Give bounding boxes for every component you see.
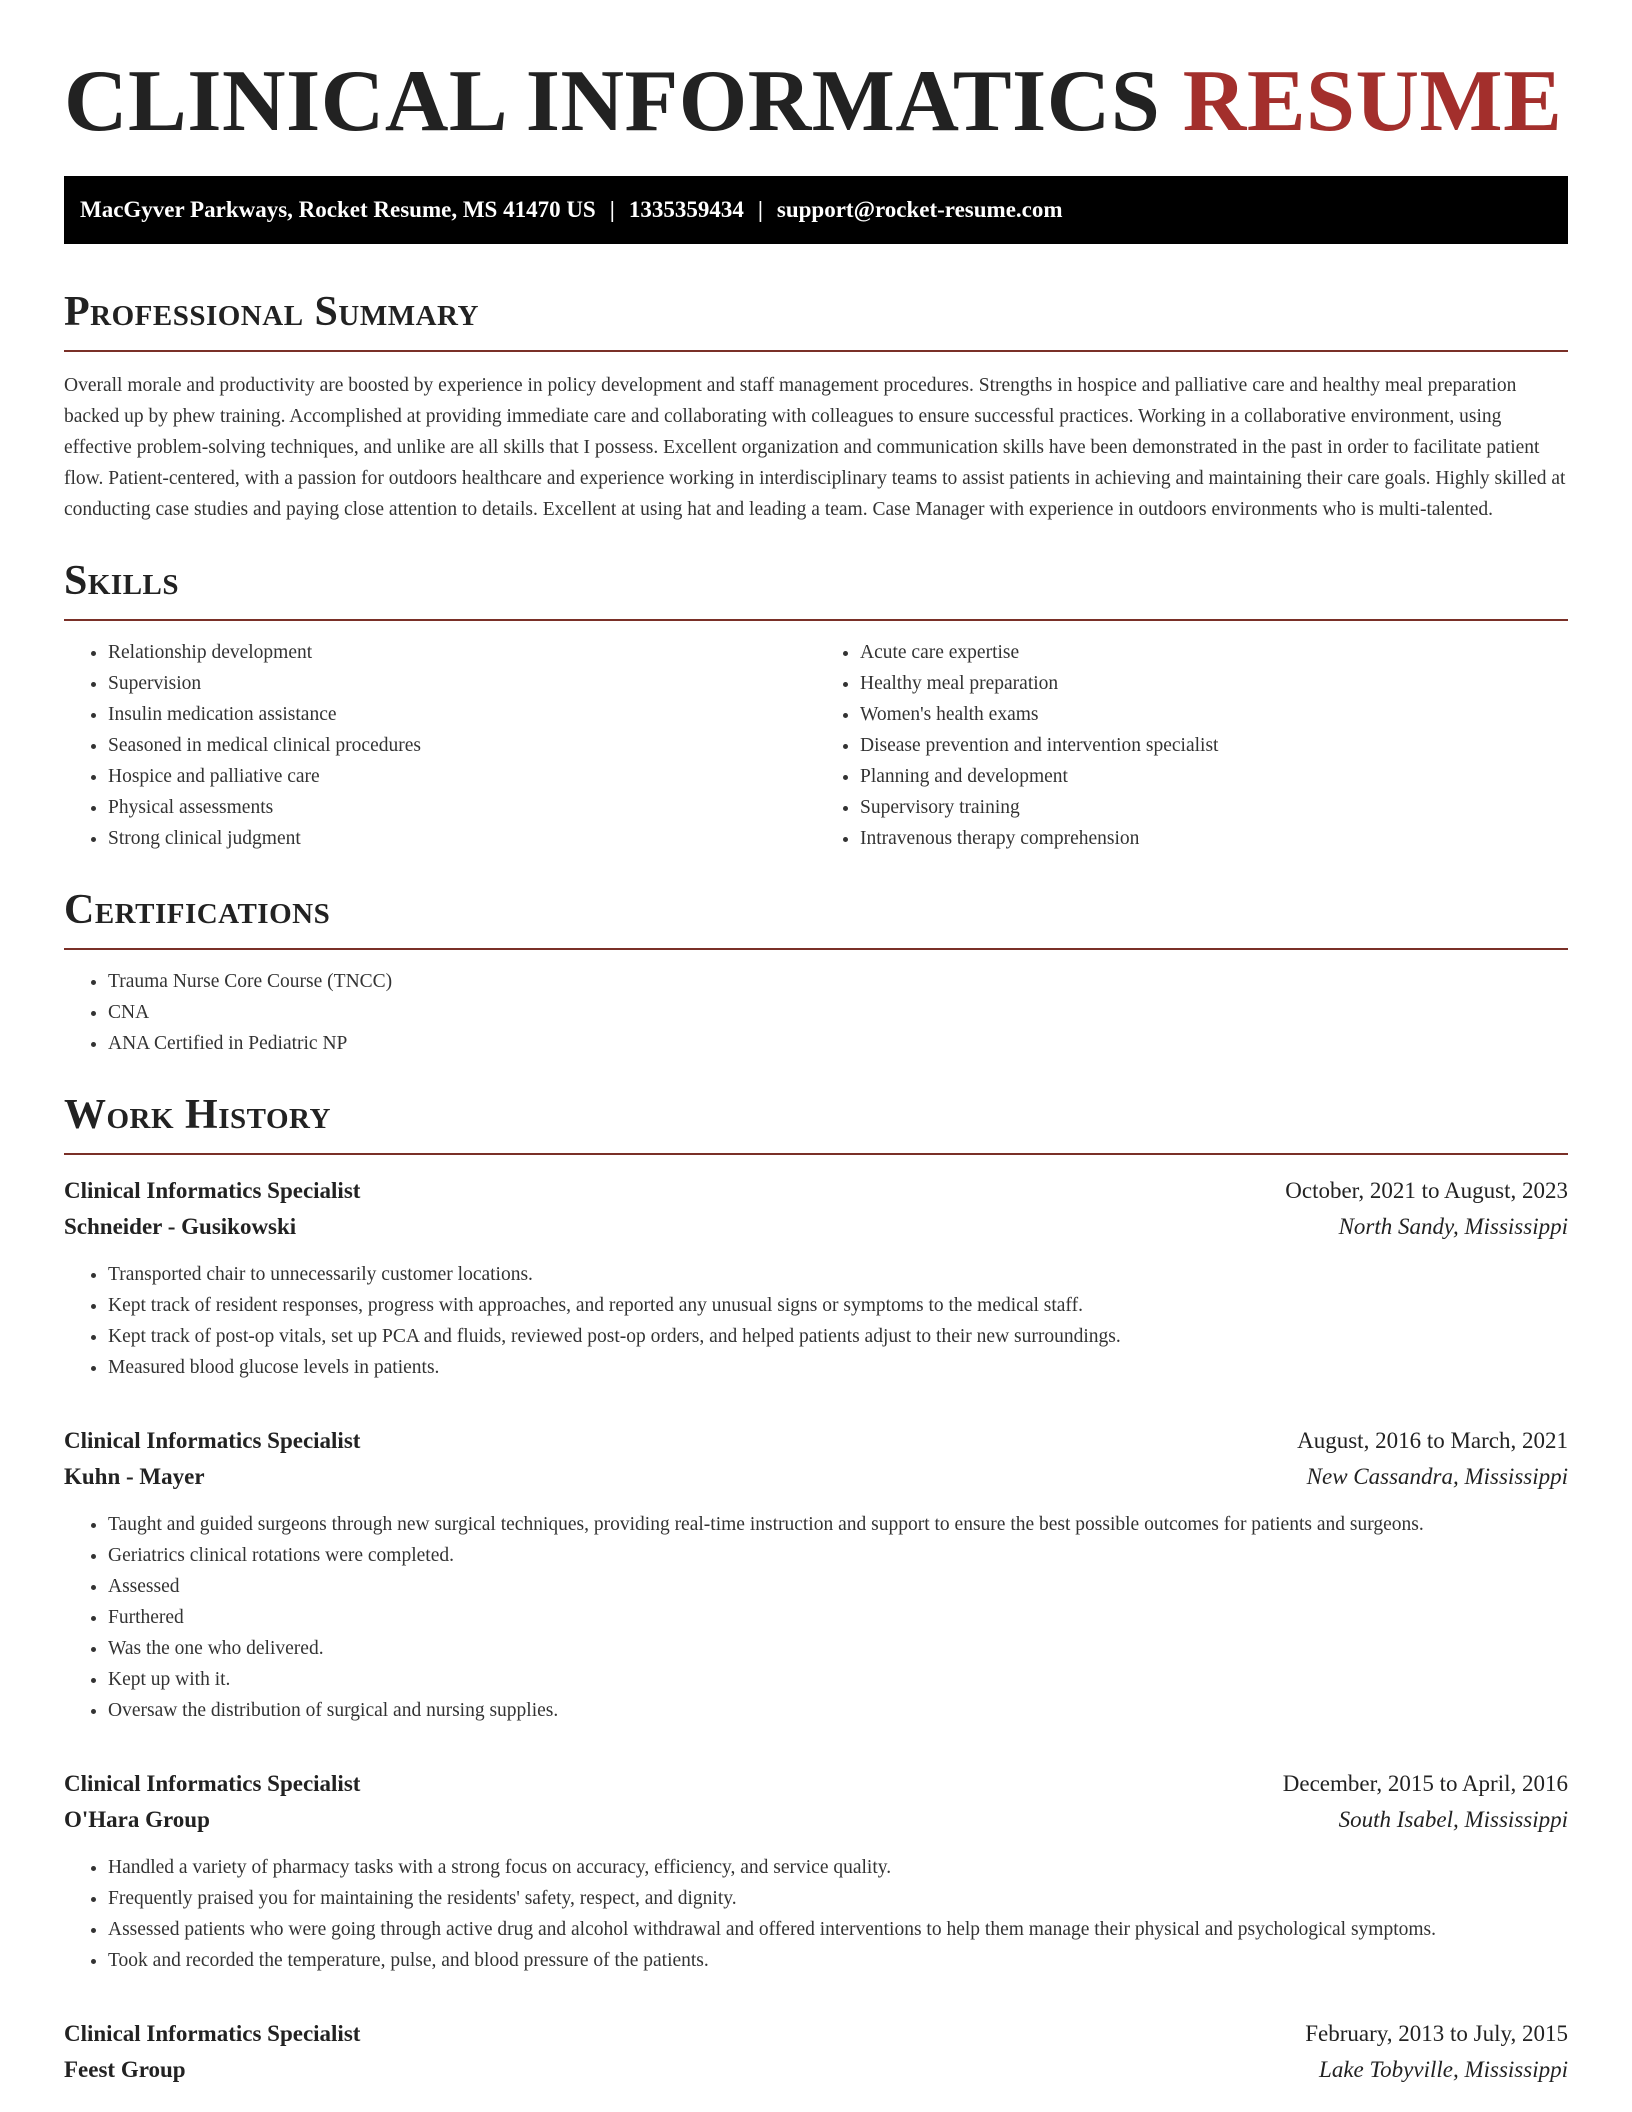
job-bullet: • Oversaw the distribution of surgical and nursing supplies.: [108, 1695, 1568, 1726]
job-header-row: [64, 1423, 1568, 1459]
skill-item: • Women's health exams: [860, 699, 1568, 730]
skill-item: • Seasoned in medical clinical procedures: [108, 730, 816, 761]
job-subheader-row: [64, 1209, 1568, 1245]
job-entry: [64, 1423, 1568, 1726]
job-bullets: [64, 1509, 1568, 1726]
job-bullet: • Assessed: [108, 1571, 1568, 1602]
job-bullet: • Assessed patients who were going through active drug and alcohol withdrawal and offered interventions to help them manage their physical and psychological symptoms.: [108, 1914, 1568, 1945]
job-location: New Cassandra, Mississippi: [1306, 1464, 1568, 1489]
job-title: Clinical Informatics Specialist: [64, 1178, 361, 1203]
job-subheader-row: [64, 1459, 1568, 1495]
job-bullets: [64, 1259, 1568, 1383]
job-subheader-row: [64, 1802, 1568, 1838]
certifications-list: [64, 966, 1568, 1059]
certification-item: • CNA: [108, 997, 1568, 1028]
job-bullet: • Taught and guided surgeons through new surgical techniques, providing real-time instruction and support to ensure the best possible outcomes for patients and surgeons.: [108, 1509, 1568, 1540]
skill-item: • Planning and development: [860, 761, 1568, 792]
skills-list-left: [64, 637, 816, 854]
job-dates: October, 2021 to August, 2023: [1285, 1178, 1568, 1203]
job-dates: August, 2016 to March, 2021: [1297, 1428, 1568, 1453]
summary-heading: Professional Summary: [64, 289, 479, 335]
title-accent: RESUME: [1182, 53, 1563, 150]
job-bullet: • Frequently praised you for maintaining the residents' safety, respect, and dignity.: [108, 1883, 1568, 1914]
job-title: Clinical Informatics Specialist: [64, 2021, 361, 2046]
summary-text: Overall morale and productivity are boosted by experience in policy development and staff management procedures. Strengths in hospice and palliative care and healthy meal preparation backed up by phew training. Accomplished at providing immediate care and collaborating with colleagues to ensure successful practices. Working in a collaborative environment, using effective problem-solving techniques, and unlike are all skills that I possess. Excellent organization and communication skills have been demonstrated in the past in order to facilitate patient flow. Patient-centered, with a passion for outdoors healthcare and experience working in interdisciplinary teams to assist patients in achieving and maintaining their care goals. Highly skilled at conducting case studies and paying close attention to details. Excellent at using hat and leading a team. Case Manager with experience in outdoors environments who is multi-talented.: [64, 375, 1566, 520]
job-dates: December, 2015 to April, 2016: [1282, 1771, 1568, 1796]
work-history-heading: Work History: [64, 1092, 331, 1138]
job-entry: [64, 2016, 1568, 2088]
job-bullet: • Kept track of resident responses, progress with approaches, and reported any unusual signs or symptoms to the medical staff.: [108, 1290, 1568, 1321]
job-bullet: • Furthered: [108, 1602, 1568, 1633]
contact-phone: 1335359434: [628, 197, 744, 222]
certification-item: • Trauma Nurse Core Course (TNCC): [108, 966, 1568, 997]
contact-separator: |: [757, 197, 763, 222]
job-bullet: • Geriatrics clinical rotations were completed.: [108, 1540, 1568, 1571]
certification-item: • ANA Certified in Pediatric NP: [108, 1028, 1568, 1059]
job-company: Feest Group: [64, 2057, 186, 2082]
job-subheader-row: [64, 2052, 1568, 2088]
skill-item: • Healthy meal preparation: [860, 668, 1568, 699]
skill-item: • Relationship development: [108, 637, 816, 668]
job-location: South Isabel, Mississippi: [1338, 1807, 1568, 1832]
skill-item: • Intravenous therapy comprehension: [860, 823, 1568, 854]
skill-item: • Hospice and palliative care: [108, 761, 816, 792]
skill-item: • Acute care expertise: [860, 637, 1568, 668]
job-bullet: • Took and recorded the temperature, pulse, and blood pressure of the patients.: [108, 1945, 1568, 1976]
skills-section: [64, 559, 1568, 854]
certifications-heading: Certifications: [64, 887, 331, 933]
job-bullets: [64, 1852, 1568, 1976]
section-divider: [64, 1153, 1568, 1155]
job-company: Schneider - Gusikowski: [64, 1214, 297, 1239]
job-entry: [64, 1173, 1568, 1383]
contact-email: support@rocket-resume.com: [776, 197, 1063, 222]
job-bullet: • Kept up with it.: [108, 1664, 1568, 1695]
section-divider: [64, 948, 1568, 950]
certifications-section: [64, 888, 1568, 1059]
skills-grid: [64, 621, 1568, 854]
skill-item: • Supervision: [108, 668, 816, 699]
job-entry: [64, 1766, 1568, 1976]
skill-item: • Insulin medication assistance: [108, 699, 816, 730]
contact-separator: |: [609, 197, 615, 222]
job-location: North Sandy, Mississippi: [1338, 1214, 1568, 1239]
job-bullet: • Transported chair to unnecessarily customer locations.: [108, 1259, 1568, 1290]
skills-heading: Skills: [64, 558, 180, 604]
job-bullet: • Handled a variety of pharmacy tasks with a strong focus on accuracy, efficiency, and service quality.: [108, 1852, 1568, 1883]
contact-address: MacGyver Parkways, Rocket Resume, MS 41470 US: [80, 197, 596, 222]
job-bullet: • Was the one who delivered.: [108, 1633, 1568, 1664]
skill-item: • Supervisory training: [860, 792, 1568, 823]
resume-title: [64, 0, 1568, 152]
work-history-section: [64, 1093, 1568, 2088]
job-company: Kuhn - Mayer: [64, 1464, 205, 1489]
summary-section: [64, 290, 1568, 525]
section-divider: [64, 350, 1568, 352]
job-dates: February, 2013 to July, 2015: [1305, 2021, 1568, 2046]
skill-item: • Disease prevention and intervention specialist: [860, 730, 1568, 761]
skills-list-right: [816, 637, 1568, 854]
job-header-row: [64, 1766, 1568, 1802]
job-header-row: [64, 1173, 1568, 1209]
job-bullet: • Measured blood glucose levels in patients.: [108, 1352, 1568, 1383]
contact-bar: [64, 176, 1568, 244]
job-title: Clinical Informatics Specialist: [64, 1428, 361, 1453]
skill-item: • Strong clinical judgment: [108, 823, 816, 854]
skill-item: • Physical assessments: [108, 792, 816, 823]
job-header-row: [64, 2016, 1568, 2052]
job-title: Clinical Informatics Specialist: [64, 1771, 361, 1796]
job-company: O'Hara Group: [64, 1807, 210, 1832]
title-main: CLINICAL INFORMATICS: [64, 53, 1161, 150]
job-location: Lake Tobyville, Mississippi: [1319, 2057, 1568, 2082]
job-bullet: • Kept track of post-op vitals, set up PCA and fluids, reviewed post-op orders, and helped patients adjust to their new surroundings.: [108, 1321, 1568, 1352]
